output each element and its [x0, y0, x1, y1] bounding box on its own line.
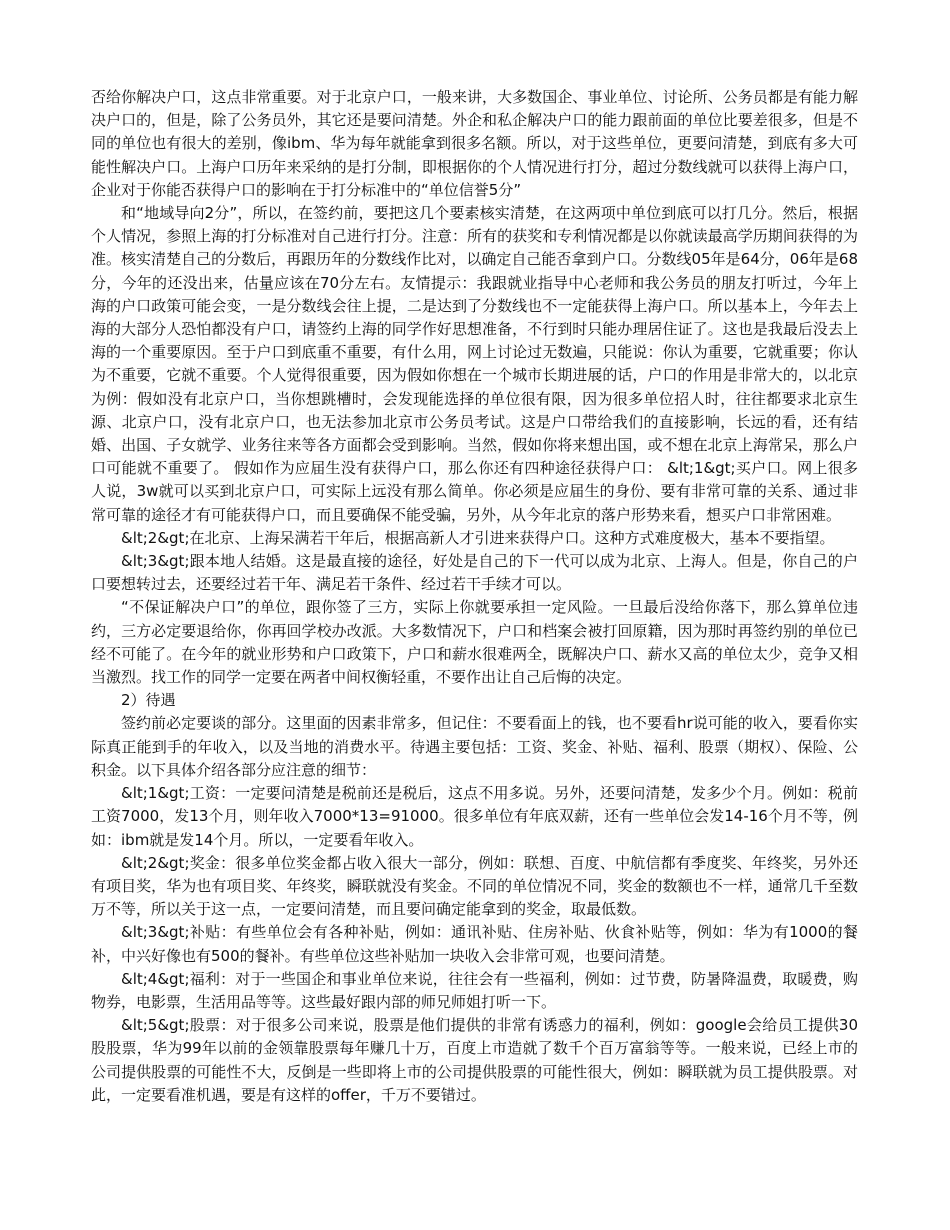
- paragraph-welfare: &lt;4&gt;福利：对于一些国企和事业单位来说，往往会有一些福利，例如：过节费，防暑降温费，取暖费，购物券，电影票，生活用品等等。这些最好跟内部的师兄师姐打听一下。: [91, 969, 858, 1011]
- paragraph-hukou-intro: 否给你解决户口，这点非常重要。对于北京户口，一般来讲，大多数国企、事业单位、讨论所、公务员都是有能力解决户口的，但是，除了公务员外，其它还是要问清楚。外企和私企解决户口的能力跟前面的单位比要差很多，但是不同的单位也有很大的差别，像ibm、华为每年就能拿到很多名额。所以，对于这些单位，更要问清楚，到底有多大可能性解决户口。上海户口历年来采纳的是打分制，即根据你的个人情况进行打分，超过分数线就可以获得上海户口，企业对于你能否获得户口的影响在于打分标准中的“单位信誉5分”: [91, 88, 858, 199]
- paragraph-marriage: &lt;3&gt;跟本地人结婚。这是最直接的途径，好处是自己的下一代可以成为北京、上海人。但是，你自己的户口要想转过去，还要经过若干年、满足若干条件、经过若干手续才可以。: [91, 552, 858, 594]
- paragraph-bonus: &lt;2&gt;奖金：很多单位奖金都占收入很大一部分，例如：联想、百度、中航信都有季度奖、年终奖，另外还有项目奖，华为也有项目奖、年终奖，瞬联就没有奖金。不同的单位情况不同，奖金的数额也不一样，通常几千至数万不等，所以关于这一点，一定要问清楚，而且要问确定能拿到的奖金，取最低数。: [91, 853, 858, 919]
- paragraph-allowance: &lt;3&gt;补贴：有些单位会有各种补贴，例如：通讯补贴、住房补贴、伙食补贴等，例如：华为有1000的餐补，中兴好像也有500的餐补。有些单位这些补贴加一块收入会非常可观，也要问清楚。: [91, 923, 858, 965]
- paragraph-talent-introduction: &lt;2&gt;在北京、上海呆满若干年后，根据高新人才引进来获得户口。这种方式难度极大，基本不要指望。: [121, 528, 835, 547]
- paragraph-stock: &lt;5&gt;股票：对于很多公司来说，股票是他们提供的非常有诱惑力的福利，例如：google会给员工提供30股股票，华为99年以前的金领靠股票每年赚几十万，百度上市造就了数千个百万富翁等等。一般来说，已经上市的公司提供股票的可能性不大，反倒是一些即将上市的公司提供股票的可能性很大，例如：瞬联就为员工提供股票。对此，一定要看准机遇，要是有这样的offer，千万不要错过。: [91, 1016, 858, 1104]
- section-heading-benefits: 2）待遇: [121, 691, 176, 710]
- paragraph-no-hukou-guarantee: “不保证解决户口”的单位，跟你签了三方，实际上你就要承担一定风险。一旦最后没给你落下，那么算单位违约，三方必定要退给你，你再回学校办改派。大多数情况下，户口和档案会被打回原籍，因为那时再签约别的单位已经不可能了。在今年的就业形势和户口政策下，户口和薪水很难两全，既解决户口、薪水又高的单位太少，竞争又相当激烈。找工作的同学一定要在两者中间权衡轻重，不要作出让自己后悔的决定。: [91, 598, 858, 687]
- paragraph-salary: &lt;1&gt;工资：一定要问清楚是税前还是税后，这点不用多说。另外，还要问清楚，发多少个月。例如：税前工资7000，发13个月，则年收入7000*13=91000。很多单位有年底双薪，还有一些单位会发14-16个月不等，例如：ibm就是发14个月。所以，一定要看年收入。: [91, 784, 858, 849]
- paragraph-benefits-intro: 签约前必定要谈的部分。这里面的因素非常多，但记住：不要看面上的钱，也不要看hr说可能的收入，要看你实际真正能到手的年收入，以及当地的消费水平。待遇主要包括：工资、奖金、补贴、福利、股票（期权）、保险、公积金。以下具体介绍各部分应注意的细节：: [91, 714, 858, 779]
- paragraph-shanghai-scoring: 和“地域导向2分”，所以，在签约前，要把这几个要素核实清楚，在这两项中单位到底可以打几分。然后，根据个人情况，参照上海的打分标准对自己进行打分。注意：所有的获奖和专利情况都是以你就读最高学历期间获得的为准。核实清楚自己的分数后，再跟历年的分数线作比对，以确定自己能否拿到户口。分数线05年是64分，06年是68分，今年的还没出来，估量应该在70分左右。友情提示：我跟就业指导中心老师和我公务员的朋友打听过，今年上海的户口政策可能会变，一是分数线会往上提，二是达到了分数线也不一定能获得上海户口。所以基本上，今年去上海的大部分人恐怕都没有户口，请签约上海的同学作好思想准备，不行到时只能办理居住证了。这也是我最后没去上海的一个重要原因。至于户口到底重不重要，有什么用，网上讨论过无数遍，只能说：你认为重要，它就重要；你认为不重要，它就不重要。个人觉得很重要，因为假如你想在一个城市长期进展的话，户口的作用是非常大的，以北京为例：假如没有北京户口，当你想跳槽时，会发现能选择的单位很有限，因为很多单位招人时，往往都要求北京生源、北京户口，没有北京户口，也无法参加北京市公务员考试。这是户口带给我们的直接影响，长远的看，还有结婚、出国、子女就学、业务往来等各方面都会受到影响。当然，假如你将来想出国，或不想在北京上海常呆，那么户口可能就不重要了。 假如作为应届生没有获得户口，那么你还有四种途径获得户口： &lt;1&gt;买户口。网上很多人说，3w就可以买到北京户口，可实际上远没有那么简单。你必须是应届生的身份、要有非常可靠的关系、通过非常可靠的途径才有可能获得户口，而且要确保不能受骗，另外，从今年北京的落户形势来看，想买户口非常困难。: [91, 204, 858, 524]
